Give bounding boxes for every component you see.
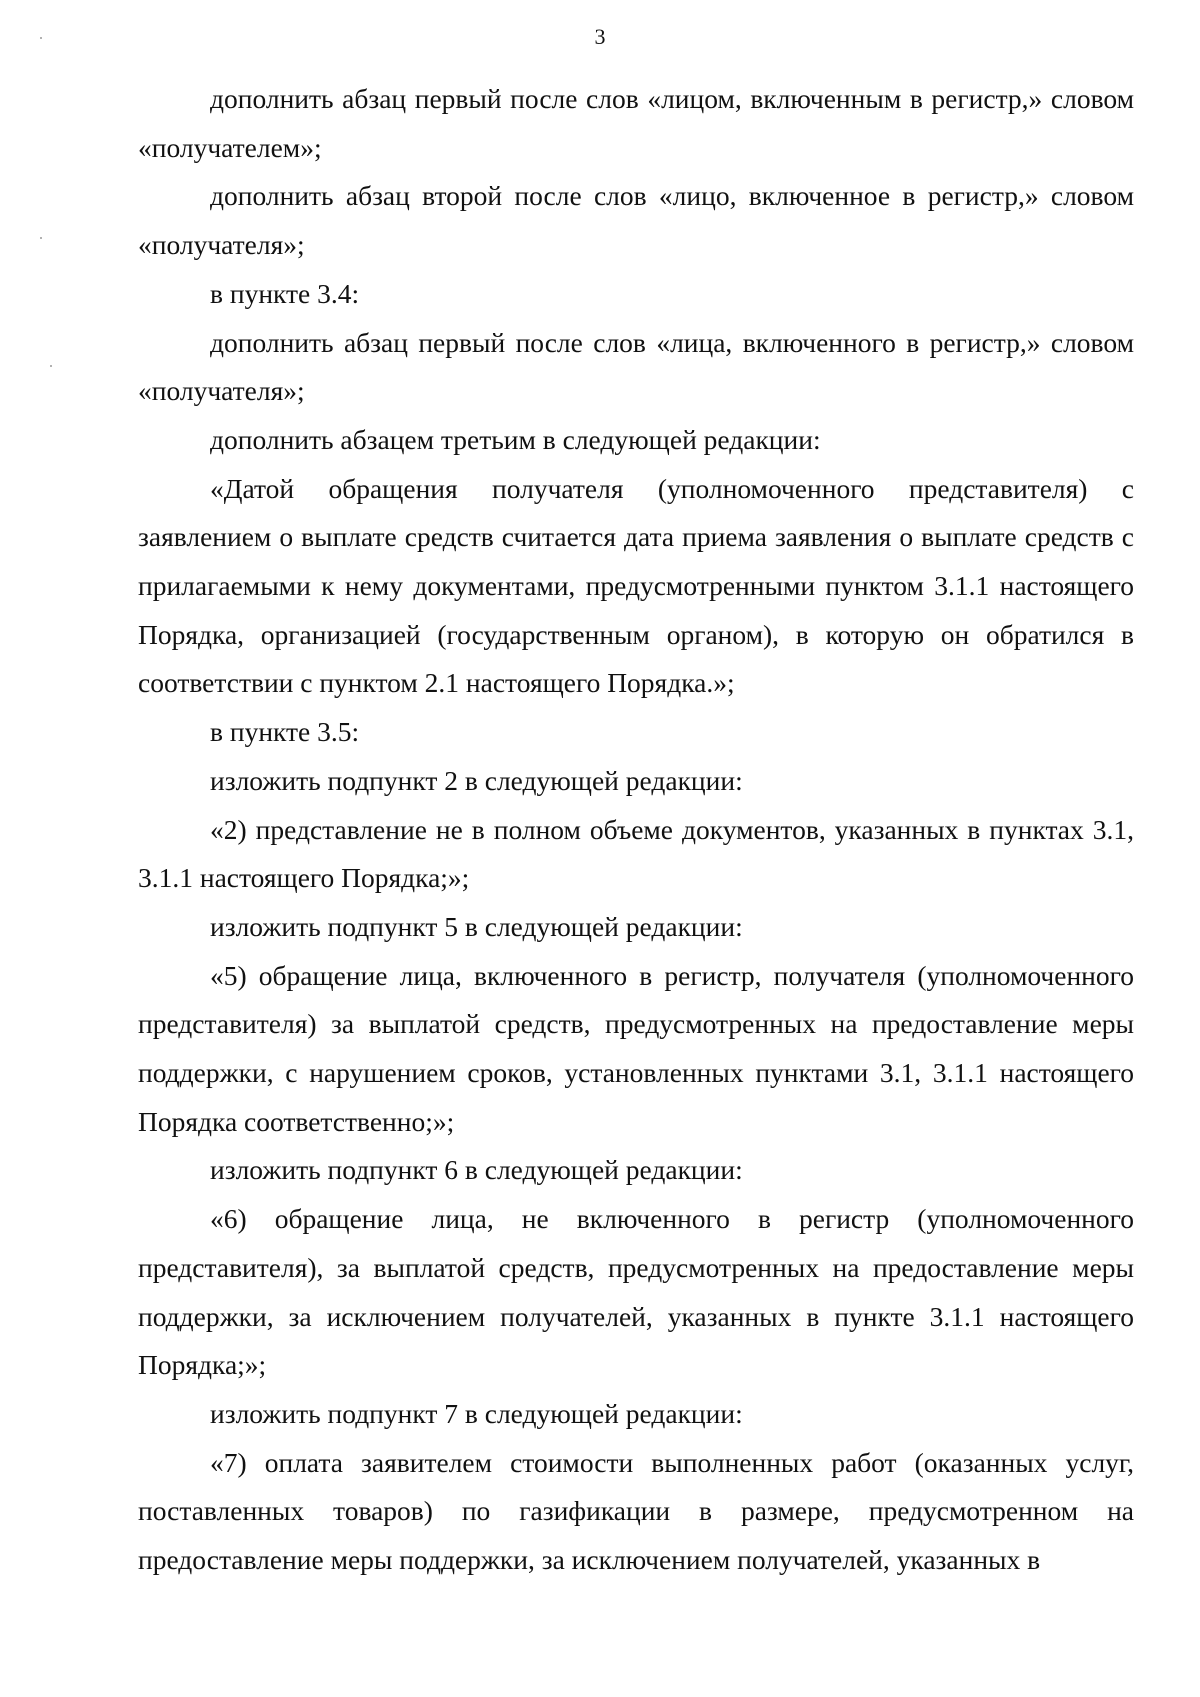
paragraph: изложить подпункт 2 в следующей редакции:: [210, 764, 743, 796]
paragraph: в пункте 3.4:: [210, 277, 360, 309]
paragraph: в пункте 3.5:: [210, 716, 360, 748]
paragraph: изложить подпункт 6 в следующей редакции:: [210, 1154, 743, 1186]
scan-speck: [50, 365, 52, 367]
paragraph: дополнить абзацем третьим в следующей редакции:: [210, 423, 821, 455]
document-body: [138, 75, 1134, 1585]
scan-speck: [40, 237, 42, 239]
paragraph: «7) оплата заявителем стоимости выполненных работ (оказанных услуг, поставленных товаров) по газификации в размере, предусмотренном на предоставление меры поддержки, за исключением получателей, указанных в: [138, 1446, 1134, 1576]
paragraph: «5) обращение лица, включенного в регистр, получателя (уполномоченного представителя) за выплатой средств, предусмотренных на предоставление меры поддержки, с нарушением сроков, установленных пунктами 3.1, 3.1.1 настоящего Порядка соответственно;»;: [138, 959, 1134, 1137]
paragraph: дополнить абзац первый после слов «лицом, включенным в регистр,» словом «получателем»;: [138, 83, 1134, 163]
paragraph: дополнить абзац второй после слов «лицо, включенное в регистр,» словом «получателя»;: [138, 180, 1134, 261]
paragraph: изложить подпункт 5 в следующей редакции:: [210, 910, 743, 942]
paragraph: «6) обращение лица, не включенного в регистр (уполномоченного представителя), за выплатой средств, предусмотренных на предоставление меры поддержки, за исключением получателей, указанных в пункте 3.1.1 настоящего Порядка;»;: [138, 1203, 1134, 1381]
paragraph: «Датой обращения получателя (уполномоченного представителя) с заявлением о выплате средств считается дата приема заявления о выплате средств с прилагаемыми к нему документами, предусмотренными пунктом 3.1.1 настоящего Порядка, организацией (государственным органом), в которую он обратился в соответствии с пунктом 2.1 настоящего Порядка.»;: [138, 472, 1134, 699]
page-number: 3: [594, 24, 606, 49]
paragraph: дополнить абзац первый после слов «лица, включенного в регистр,» словом «получателя»;: [138, 326, 1134, 407]
paragraph: изложить подпункт 7 в следующей редакции:: [210, 1397, 743, 1429]
paragraph: «2) представление не в полном объеме документов, указанных в пунктах 3.1, 3.1.1 настоящего Порядка;»;: [138, 813, 1134, 894]
